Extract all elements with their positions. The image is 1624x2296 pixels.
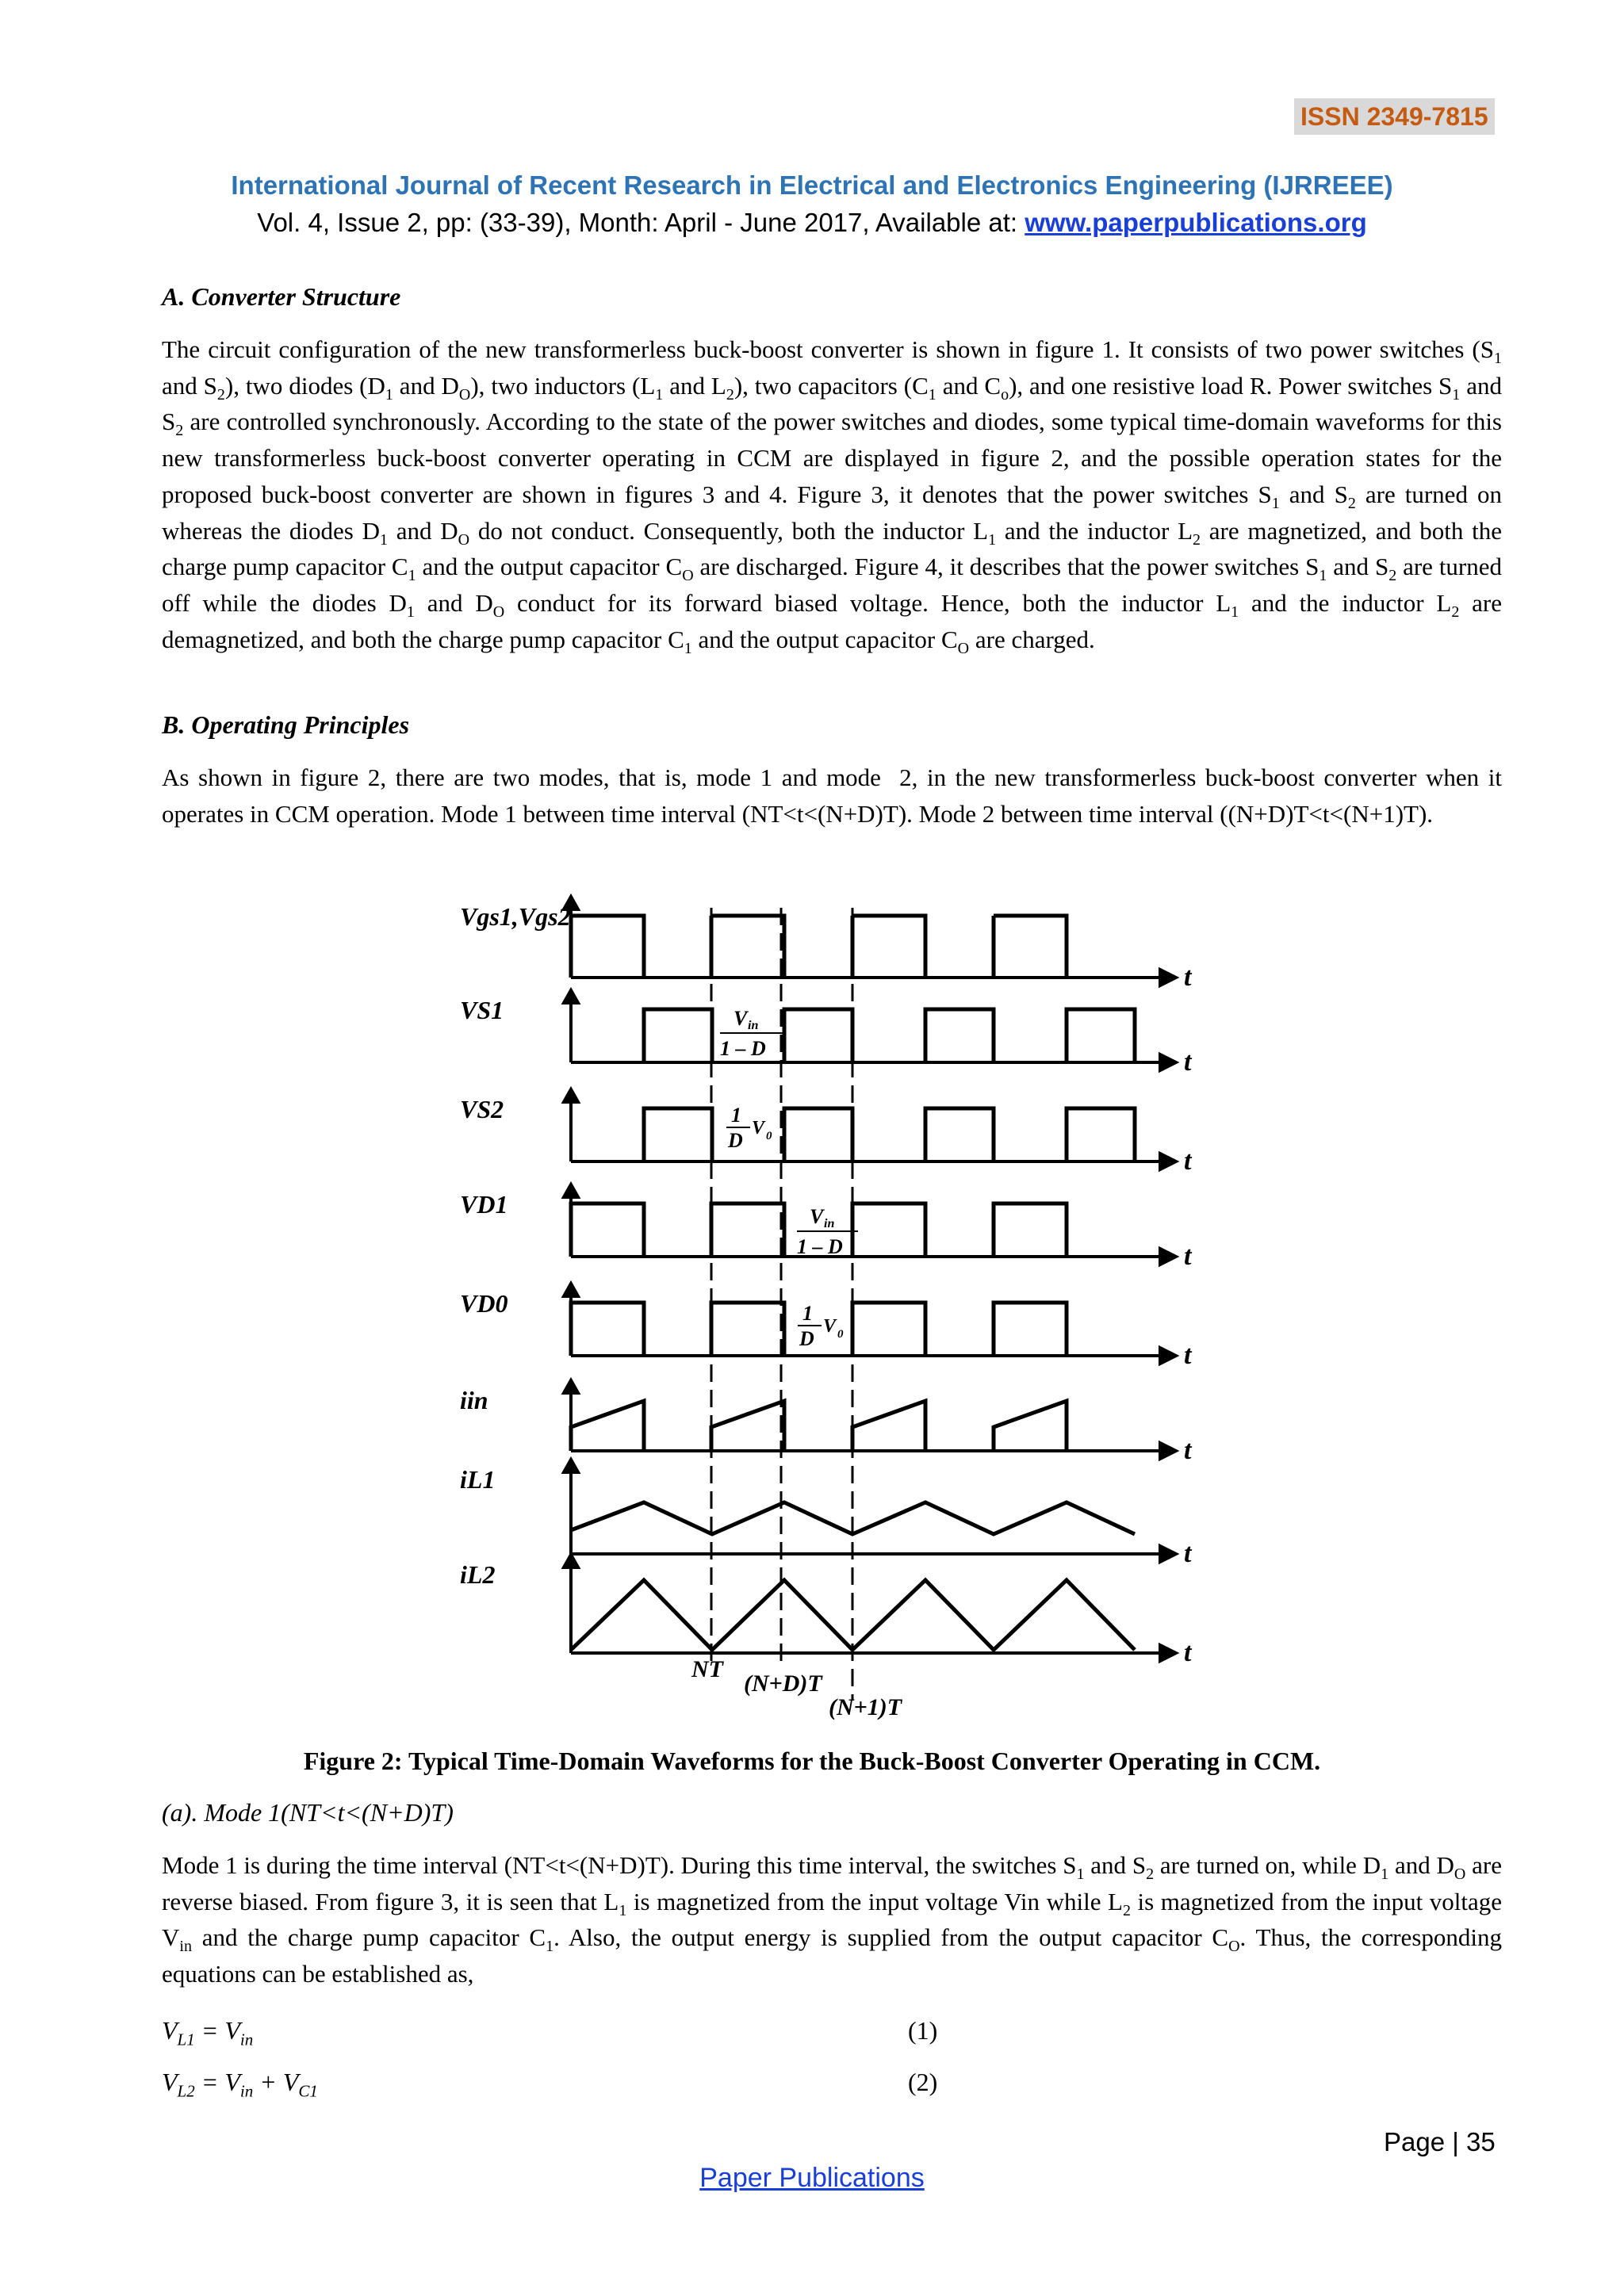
axis-t-label-0: t bbox=[1184, 962, 1192, 992]
annotation-d-2: D bbox=[799, 1327, 814, 1350]
axis-arrow-right-7 bbox=[1160, 1645, 1176, 1661]
annotation-vd0 bbox=[798, 1302, 844, 1350]
trace-vd4 bbox=[571, 1303, 1067, 1356]
annotation-d: D bbox=[728, 1129, 743, 1152]
annotation-vo: V bbox=[752, 1118, 765, 1138]
section-b-paragraph: As shown in figure 2, there are two modes, that is, mode 1 and mode 2, in the new transformerless buck-boost converter when it operates in CCM operation. Mode 1 between time interval (NT<t<(N+D)T). Mode 2 between time interval ((N+D)T<t<(N+1)T). bbox=[162, 763, 1502, 828]
time-label-nt: NT bbox=[691, 1656, 723, 1682]
axis-arrow-up-3 bbox=[564, 1184, 578, 1197]
annotation-vin: V bbox=[733, 1007, 748, 1030]
axis-arrow-up-1 bbox=[564, 990, 578, 1003]
annotation-vo-2: V bbox=[823, 1316, 837, 1337]
trace-iin bbox=[571, 1401, 1067, 1451]
axis-arrow-right-3 bbox=[1160, 1249, 1176, 1265]
equation-1: $V_{L1} = V_{in}$ bbox=[162, 2016, 254, 2049]
axis-arrow-up-2 bbox=[564, 1089, 578, 1102]
axis-arrow-right-4 bbox=[1160, 1348, 1176, 1364]
axis-arrow-right-5 bbox=[1160, 1443, 1176, 1459]
section-a-heading: A. Converter Structure bbox=[162, 282, 401, 311]
axis-arrow-up-7 bbox=[564, 1555, 578, 1567]
annotation-vs1 bbox=[720, 1007, 783, 1060]
axis-t-label-3: t bbox=[1184, 1242, 1192, 1271]
mode1-paragraph: Mode 1 is during the time interval (NT<t<(N+D)T). During this time interval, the switches $S_1$ and $S_2$ are turned on, while $D_1$ and $D_O$ are reverse biased. From figure 3, it is seen that $L_1$ is magnetized from the input voltage Vin while $L_2$ is magnetized from the input voltage $V_{in}$ and the charge pump capacitor $C_1$. Also, the output energy is supplied from the output capacitor $C_O$. Thus, the corresponding equations can be established as, bbox=[162, 1851, 1503, 1988]
annotation-vd1 bbox=[797, 1205, 858, 1258]
waveform-axes bbox=[564, 897, 1176, 1661]
equation-1-number: (1) bbox=[908, 2016, 938, 2045]
annotation-vo-sub-2: 0 bbox=[837, 1328, 844, 1341]
axis-t-label-1: t bbox=[1184, 1047, 1192, 1077]
axis-t-label-5: t bbox=[1184, 1436, 1192, 1465]
signal-label-1: VS1 bbox=[460, 996, 504, 1024]
annotation-vo-sub: 0 bbox=[766, 1130, 772, 1142]
axis-t-label-4: t bbox=[1184, 1341, 1192, 1370]
annotation-one-minus-d-2: 1 – D bbox=[797, 1235, 843, 1258]
signal-label-0: Vgs1,Vgs2 bbox=[460, 902, 571, 931]
section-b-heading: B. Operating Principles bbox=[162, 710, 410, 739]
annotation-vin-sub: in bbox=[748, 1019, 759, 1032]
axis-t-label-2: t bbox=[1184, 1146, 1192, 1176]
signal-label-7: iL2 bbox=[460, 1560, 496, 1589]
trace-vgs bbox=[571, 916, 1067, 978]
trace-il2 bbox=[571, 1580, 1135, 1650]
trace-vs2 bbox=[644, 1108, 1135, 1161]
trace-vs1 bbox=[644, 1009, 1135, 1062]
annotation-one-minus-d: 1 – D bbox=[720, 1037, 766, 1060]
axis-arrow-up-4 bbox=[564, 1284, 578, 1296]
signal-label-2: VS2 bbox=[460, 1095, 504, 1123]
signal-label-5: iin bbox=[460, 1386, 488, 1414]
signal-label-6: iL1 bbox=[460, 1465, 496, 1494]
axis-arrow-up-5 bbox=[564, 1380, 578, 1393]
section-a-paragraph: The circuit configuration of the new transformerless buck-boost converter is shown in figure 1. It consists of two power switches ($S_1$ and $S_2$), two diodes ($D_1$ and $D_O$), two inductors ($L_1$ and $L_2$), two capacitors ($C_1$ and $C_o$), and one resistive load R. Power switches $S_1$ and $S_2$ are controlled synchronously. According to the state of the power switches and diodes, some typical time-domain waveforms for this new transformerless buck-boost converter operating in CCM are displayed in figure 2, and the possible operation states for the proposed buck-boost converter are shown in figures 3 and 4. Figure 3, it denotes that the power switches $S_1$ and $S_2$ are turned on whereas the diodes $D_1$ and $D_O$ do not conduct. Consequently, both the inductor $L_1$ and the inductor $L_2$ are magnetized, and both the charge pump capacitor $C_1$ and the output capacitor $C_O$ are discharged. Figure 4, it describes that the power switches $S_1$ and $S_2$ are turned off while the diodes $D_1$ and $D_O$ conduct for its forward biased voltage. Hence, both the inductor $L_1$ and the inductor $L_2$ are demagnetized, and both the charge pump capacitor $C_1$ and the output capacitor $C_O$ are charged. bbox=[162, 335, 1503, 657]
annotation-one: 1 bbox=[731, 1104, 741, 1127]
issn-badge: ISSN 2349-7815 bbox=[1294, 98, 1495, 135]
section-a bbox=[162, 282, 1502, 312]
mode1-heading: (a). Mode 1(NT<t<(N+D)T) bbox=[162, 1798, 454, 1827]
annotation-vin-2: V bbox=[810, 1205, 824, 1228]
equation-2: $V_{L2} = V_{in} + V_{C1}$ bbox=[162, 2068, 318, 2101]
axis-t-label-7: t bbox=[1184, 1638, 1192, 1667]
axis-arrow-right-6 bbox=[1160, 1546, 1176, 1562]
time-label-n-plus-1-t: (N+1)T bbox=[829, 1694, 902, 1720]
section-b bbox=[162, 710, 1502, 740]
page-number: Page | 35 bbox=[1384, 2127, 1496, 2156]
annotation-vs2 bbox=[726, 1104, 772, 1152]
annotation-vin-sub-2: in bbox=[824, 1217, 835, 1230]
signal-label-4: VD0 bbox=[460, 1289, 508, 1318]
axis-arrow-right-1 bbox=[1160, 1054, 1176, 1070]
website-link[interactable]: www.paperpublications.org bbox=[1025, 208, 1367, 237]
volume-line bbox=[0, 208, 1624, 238]
annotation-one-2: 1 bbox=[802, 1302, 813, 1325]
axis-arrow-up-6 bbox=[564, 1460, 578, 1472]
time-label-n-plus-d-t: (N+D)T bbox=[744, 1670, 822, 1697]
axis-arrow-right-0 bbox=[1160, 970, 1176, 985]
waveform-figure bbox=[444, 892, 1237, 1728]
volume-text: Vol. 4, Issue 2, pp: (33-39), Month: April - June 2017, Available at: bbox=[257, 208, 1025, 237]
publisher-link[interactable]: Paper Publications bbox=[699, 2163, 925, 2193]
equation-2-number: (2) bbox=[908, 2068, 938, 2096]
figure-caption: Figure 2: Typical Time-Domain Waveforms for the Buck-Boost Converter Operating in CCM. bbox=[303, 1747, 1321, 1775]
signal-label-3: VD1 bbox=[460, 1190, 508, 1219]
axis-arrow-right-2 bbox=[1160, 1154, 1176, 1169]
axis-t-label-6: t bbox=[1184, 1539, 1192, 1568]
journal-title: International Journal of Recent Research in Electrical and Electronics Engineering (IJRREEE) bbox=[231, 170, 1393, 200]
